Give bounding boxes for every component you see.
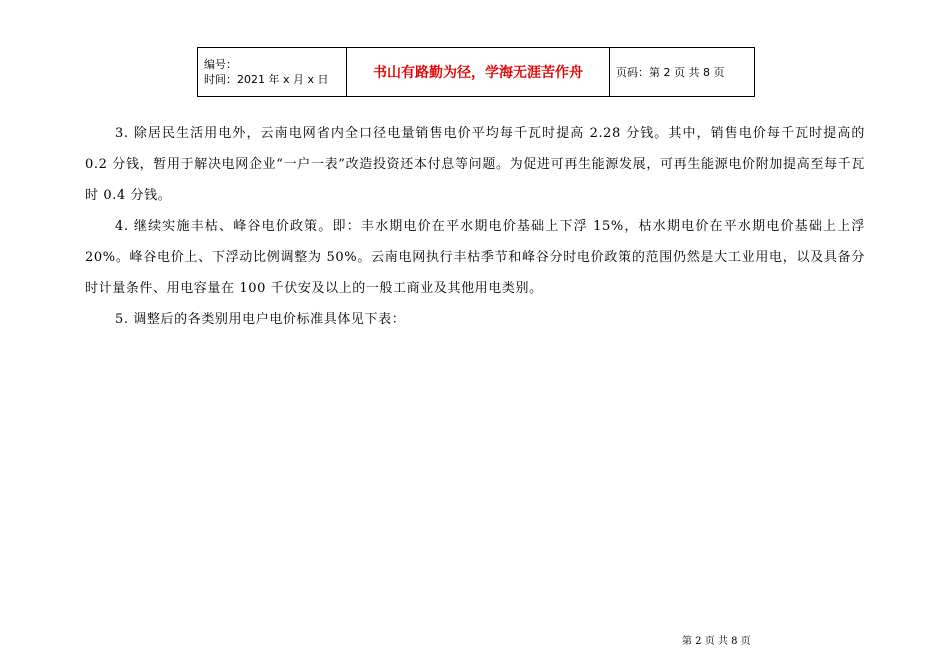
code-label: 编号：: [204, 58, 237, 71]
document-body: [85, 118, 865, 335]
page-footer: 第 2 页 共 8 页: [682, 636, 751, 647]
time-label: 时间：2021 年 x 月 x 日: [204, 73, 329, 86]
page-code: 页码：第 2 页 共 8 页: [610, 48, 755, 97]
header-table: [197, 47, 755, 97]
paragraph-4: 4. 继续实施丰枯、峰谷电价政策。即：丰水期电价在平水期电价基础上下浮 15%，枯水期电价在平水期电价基础上上浮 20%。峰谷电价上、下浮动比例调整为 50%。云南电网执行丰枯季节和峰谷分时电价政策的范围仍然是大工业用电，以及具备分时计量条件、用电容量在 100 千伏安及以上的一般工商业及其他用电类别。: [85, 219, 865, 296]
paragraph-5: 5. 调整后的各类别用电户电价标准具体见下表：: [115, 312, 406, 327]
header-meta-cell: [198, 48, 347, 97]
motto: 书山有路勤为径，学海无涯苦作舟: [347, 48, 610, 97]
paragraph-3: 3. 除居民生活用电外，云南电网省内全口径电量销售电价平均每千瓦时提高 2.28 分钱。其中，销售电价每千瓦时提高的 0.2 分钱，暂用于解决电网企业“一户一表”改造投资还本付息等问题。为促进可再生能源发展，可再生能源电价附加提高至每千瓦时 0.4 分钱。: [85, 126, 865, 203]
